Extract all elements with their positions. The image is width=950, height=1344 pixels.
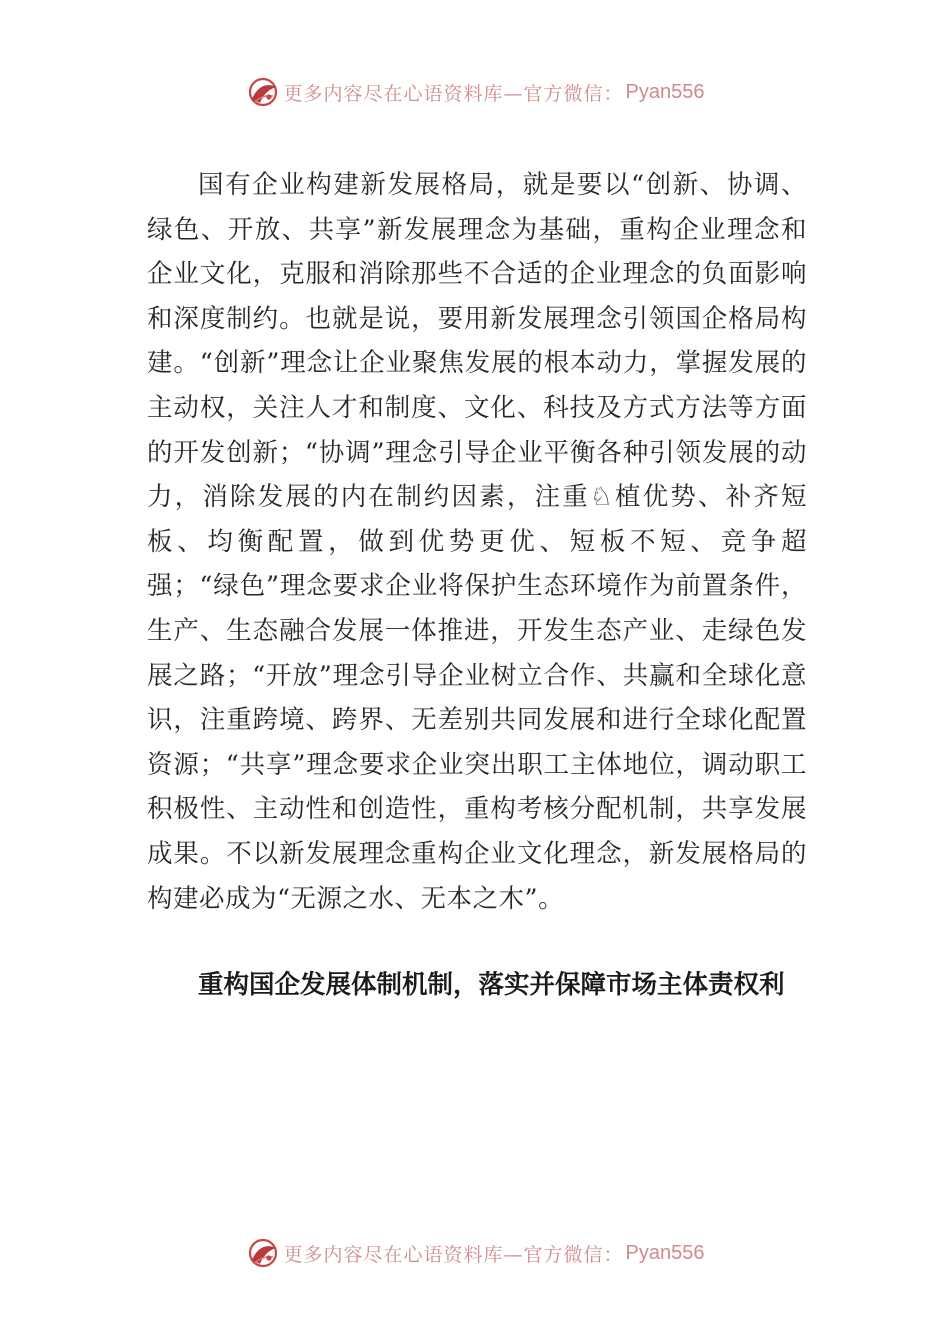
section-heading: 重构国企发展体制机制，落实并保障市场主体责权利: [198, 970, 785, 1000]
header-watermark-banner: [0, 72, 950, 112]
banner-wechat-handle: Pyan556: [625, 1241, 705, 1264]
lotus-logo-icon: [246, 1236, 280, 1270]
banner-wechat-handle: Pyan556: [625, 80, 705, 103]
lotus-logo-icon: [246, 75, 280, 109]
body-paragraph: 国有企业构建新发展格局，就是要以“创新、协调、绿色、开放、共享”新发展理念为基础，重构企业理念和企业文化，克服和消除那些不合适的企业理念的负面影响和深度制约。也就是说，要用新发展理念引领国企格局构建。“创新”理念让企业聚焦发展的根本动力，掌握发展的主动权，关注人才和制度、文化、科技及方式方法等方面的开发创新；“协调”理念引导企业平衡各种引领发展的动力，消除发展的内在制约因素，注重♘植优势、补齐短板、均衡配置，做到优势更优、短板不短、竞争超强；“绿色”理念要求企业将保护生态环境作为前置条件，生产、生态融合发展一体推进，开发生态产业、走绿色发展之路；“开放”理念引导企业树立合作、共赢和全球化意识，注重跨境、跨界、无差别共同发展和进行全球化配置资源；“共享”理念要求企业突出职工主体地位，调动职工积极性、主动性和创造性，重构考核分配机制，共享发展成果。不以新发展理念重构企业文化理念，新发展格局的构建必成为“无源之水、无本之木”。: [147, 170, 807, 914]
banner-text: 更多内容尽在心语资料库—官方微信：: [283, 1243, 624, 1266]
banner-text: 更多内容尽在心语资料库—官方微信：: [283, 82, 624, 105]
footer-watermark-banner: [0, 1233, 950, 1273]
